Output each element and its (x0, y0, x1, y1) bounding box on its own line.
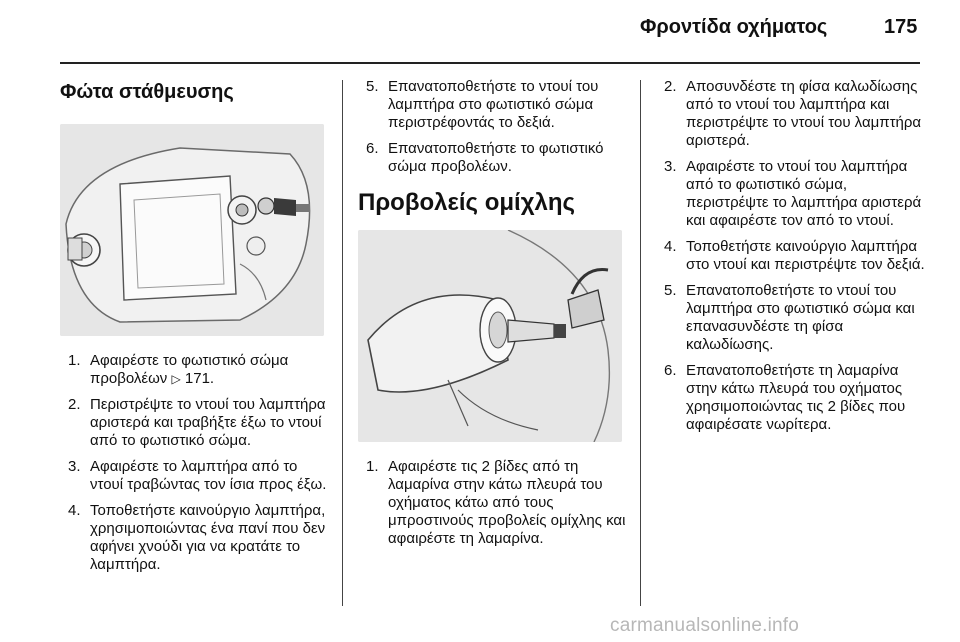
list-item (60, 352, 328, 388)
list-item (60, 458, 328, 494)
column-divider-1 (342, 80, 343, 606)
list-item (358, 140, 626, 176)
step-number: 5. (366, 78, 379, 95)
list-item (656, 282, 928, 354)
step-number: 3. (68, 458, 81, 475)
fog-lights-steps (358, 458, 626, 548)
list-item (656, 78, 928, 150)
page-header-title: Φροντίδα οχήματος (640, 16, 828, 38)
page-reference-arrow-icon: ▷ (171, 372, 181, 386)
step-text: Αφαιρέστε το λαμπτήρα από το ντουί τραβώντας τον ίσια προς έξω. (90, 458, 327, 493)
step-text: Επανατοποθετήστε τη λαμαρίνα στην κάτω πλευρά του οχήματος χρησιμοποιώντας τις 2 βίδες που αφαιρέσατε νωρίτερα. (686, 362, 906, 433)
step-text: Αφαιρέστε το ντουί του λαμπτήρα από το φωτιστικό σώμα, περιστρέψτε το λαμπτήρα αριστερά και αφαιρέστε τον από το ντουί. (686, 158, 922, 229)
step-text: Αφαιρέστε το φωτιστικό σώμα προβολέων (90, 352, 289, 387)
step-number: 2. (664, 78, 677, 95)
list-item (656, 158, 928, 230)
step-number: 6. (366, 140, 379, 157)
list-item (60, 396, 328, 450)
step-text: Επανατοποθετήστε το ντουί του λαμπτήρα στο φωτιστικό σώμα και επανασυνδέστε τη φίσα καλωδίωσης. (686, 282, 915, 353)
column-fog-lights-continued (656, 78, 928, 442)
step-number: 4. (664, 238, 677, 255)
step-text: Αφαιρέστε τις 2 βίδες από τη λαμαρίνα στην κάτω πλευρά του οχήματος κάτω από τους μπροστινούς προβολείς ομίχλης και αφαιρέστε τη λαμαρίνα. (388, 458, 626, 547)
section-heading-parking-lights: Φώτα στάθμευσης (60, 81, 234, 103)
step-number: 5. (664, 282, 677, 299)
headlamp-figure-svg (60, 124, 324, 336)
step-text: Τοποθετήστε καινούργιο λαμπτήρα, χρησιμοποιώντας ένα πανί που δεν αφήνει χνούδι για να κρατάτε το λαμπτήρα. (90, 502, 326, 573)
list-item (358, 78, 626, 132)
step-number: 2. (68, 396, 81, 413)
list-item (358, 458, 626, 548)
step-text: Τοποθετήστε καινούργιο λαμπτήρα στο ντουί και περιστρέψτε τον δεξιά. (686, 238, 925, 273)
list-item (60, 502, 328, 574)
list-item (656, 238, 928, 274)
parking-lights-steps-continued (358, 78, 626, 176)
section-heading-fog-lights: Προβολείς ομίχλης (358, 189, 576, 216)
step-number: 4. (68, 502, 81, 519)
headlamp-parking-light-illustration (60, 124, 324, 336)
header-rule (60, 62, 920, 64)
step-number: 6. (664, 362, 677, 379)
step-text: Αποσυνδέστε τη φίσα καλωδίωσης από το ντουί του λαμπτήρα και περιστρέψτε το ντουί του λαμπτήρα αριστερά. (686, 78, 922, 149)
watermark: carmanualsonline.info (610, 615, 800, 636)
column-parking-lights (60, 78, 328, 582)
fog-light-figure-svg (358, 230, 622, 442)
step-text: Επανατοποθετήστε το ντουί του λαμπτήρα στο φωτιστικό σώμα περιστρέφοντάς το δεξιά. (388, 78, 599, 131)
step-number: 3. (664, 158, 677, 175)
page-number: 175 (884, 16, 918, 38)
step-text: Περιστρέψτε το ντουί του λαμπτήρα αριστερά και τραβήξτε έξω το ντουί από το φωτιστικό σώμα. (90, 396, 326, 449)
column-divider-2 (640, 80, 641, 606)
fog-light-bulb-illustration (358, 230, 622, 442)
step-number: 1. (366, 458, 379, 475)
fog-lights-steps-continued (656, 78, 928, 434)
step-text: Επανατοποθετήστε το φωτιστικό σώμα προβολέων. (388, 140, 604, 175)
column-fog-lights (358, 78, 626, 556)
page-reference[interactable]: 171. (184, 370, 215, 387)
parking-lights-steps (60, 352, 328, 574)
list-item (656, 362, 928, 434)
step-number: 1. (68, 352, 81, 369)
